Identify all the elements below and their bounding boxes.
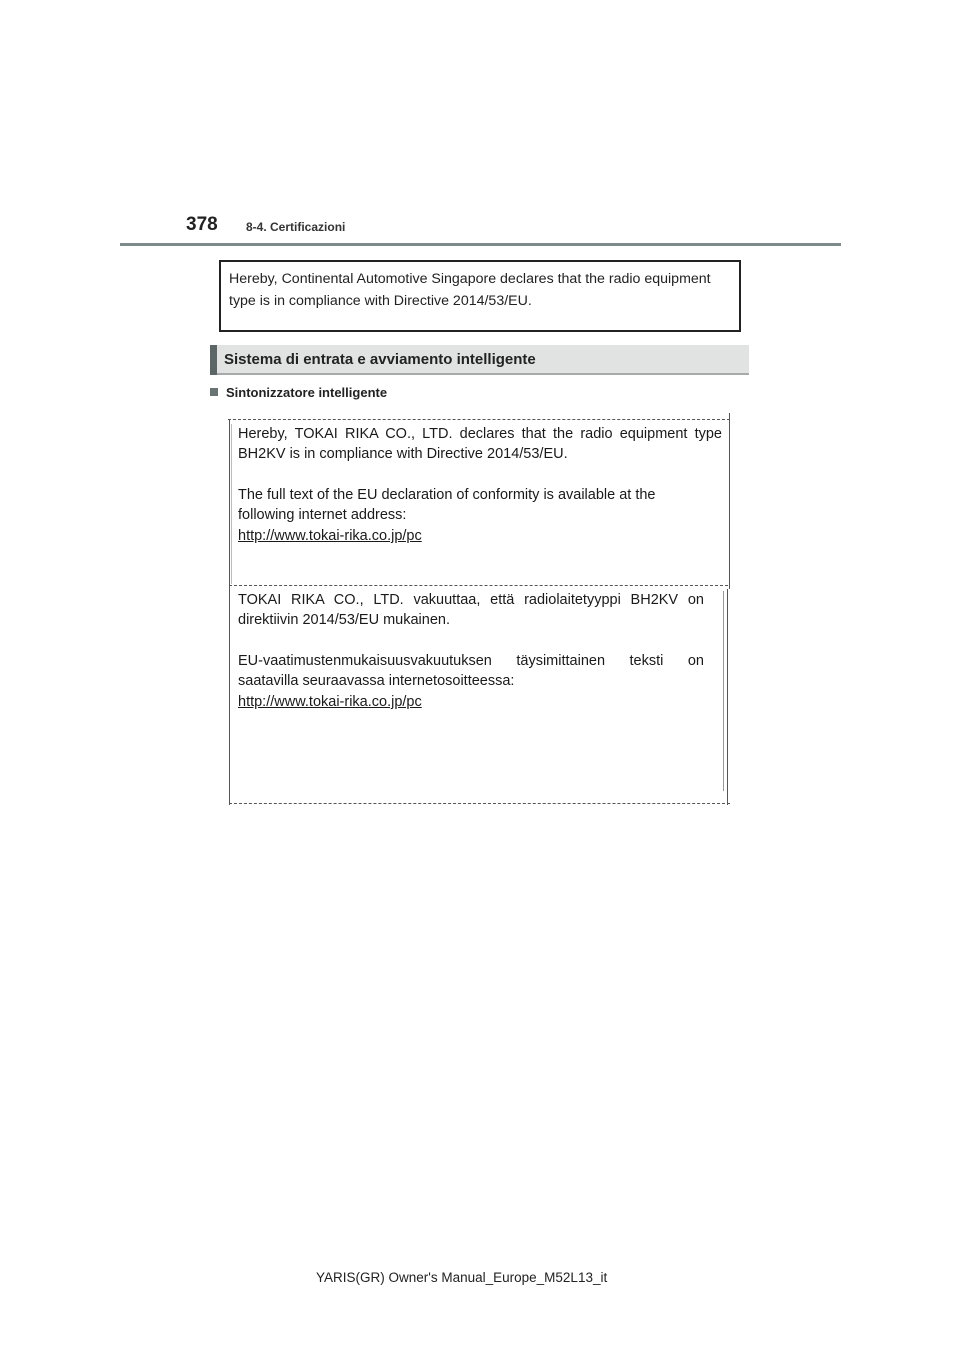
box-right-border-upper <box>729 413 730 589</box>
tokai-en-link[interactable]: http://www.tokai-rika.co.jp/pc <box>238 528 422 544</box>
box-lower-right-inner-line <box>723 591 724 791</box>
header-rule <box>120 243 841 246</box>
box-top-border <box>228 419 730 420</box>
square-bullet-icon <box>210 388 218 396</box>
box-left-border <box>229 419 230 805</box>
tokai-fi-line-2: direktiivin 2014/53/EU mukainen. <box>238 612 450 628</box>
tokai-en-line-4: following internet address: <box>238 507 407 523</box>
footer-text: YARIS(GR) Owner's Manual_Europe_M52L13_it <box>316 1270 608 1285</box>
tokai-fi-line-4: saatavilla seuraavassa internetosoitteessa: <box>238 673 515 689</box>
subsection-title: Sintonizzatore intelligente <box>226 385 388 400</box>
tokai-fi-line-1: TOKAI RIKA CO., LTD. vakuuttaa, että radiolaitetyyppi BH2KV on <box>238 592 704 608</box>
tokai-fi-link[interactable]: http://www.tokai-rika.co.jp/pc <box>238 694 422 710</box>
section-title-bar <box>210 345 749 375</box>
section-title-accent <box>210 345 217 375</box>
box-right-margin-line <box>231 424 232 584</box>
continental-declaration-box <box>219 260 741 332</box>
box-middle-divider <box>229 585 728 586</box>
continental-declaration-text: Hereby, Continental Automotive Singapore declares that the radio equipment type is in compliance with Directive 2014/53/EU. <box>229 271 711 309</box>
page-number: 378 <box>186 214 218 235</box>
tokai-en-line-1: Hereby, TOKAI RIKA CO., LTD. declares that the radio equipment type <box>238 426 722 442</box>
tokai-en-line-2: BH2KV is in compliance with Directive 2014/53/EU. <box>238 446 568 462</box>
box-right-border-lower <box>727 589 728 805</box>
section-title: Sistema di entrata e avviamento intelligente <box>224 351 536 368</box>
box-bottom-border <box>229 803 730 804</box>
tokai-en-line-3: The full text of the EU declaration of conformity is available at the <box>238 487 656 503</box>
tokai-fi-line-3: EU-vaatimustenmukaisuusvakuutuksen täysimittainen teksti on <box>238 653 704 669</box>
subsection-heading <box>210 385 387 400</box>
section-header: 8-4. Certificazioni <box>246 220 346 234</box>
